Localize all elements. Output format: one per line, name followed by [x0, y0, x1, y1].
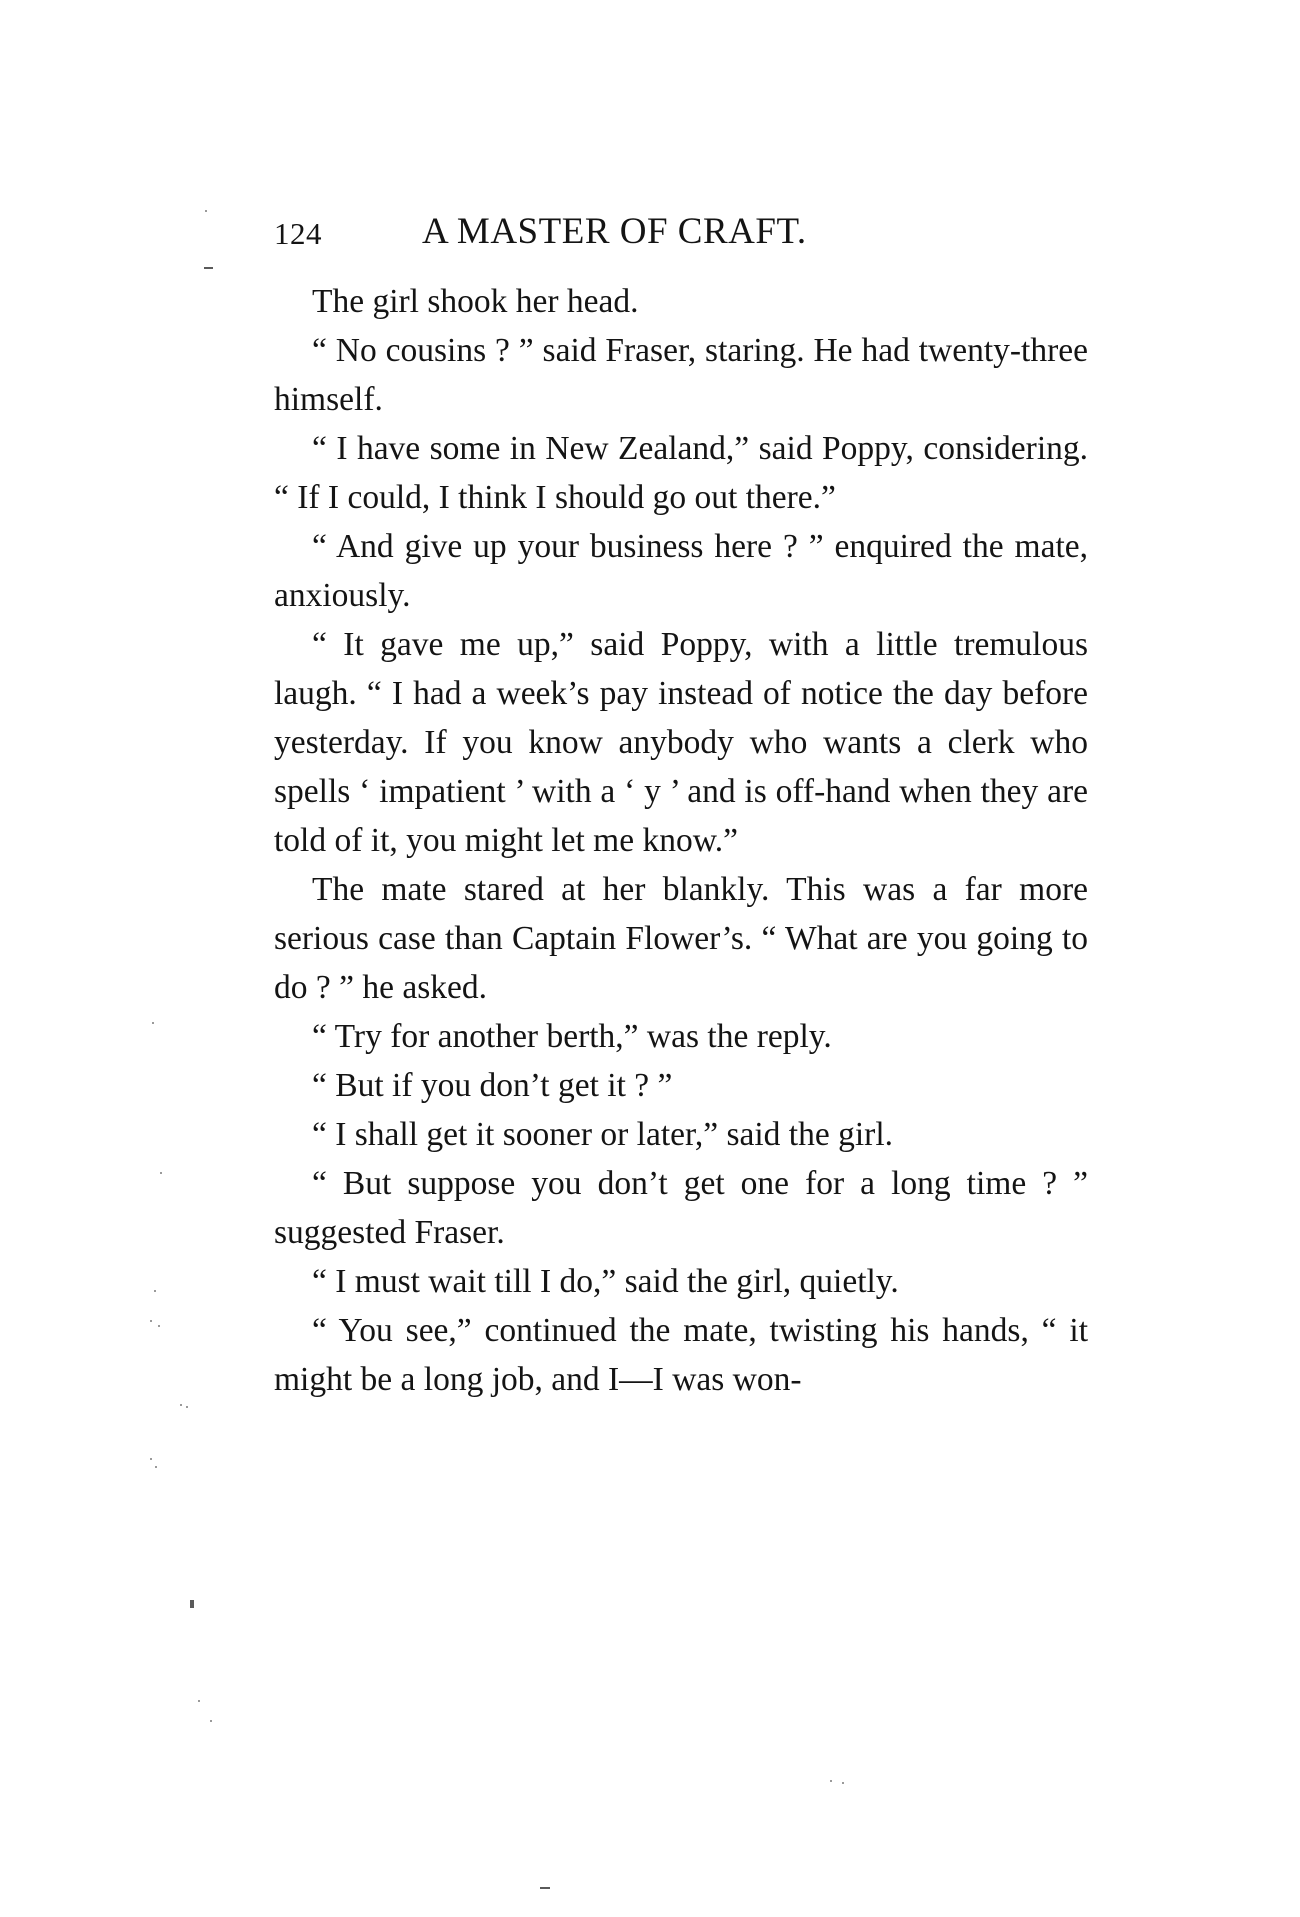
scan-speck: [180, 1404, 182, 1406]
scan-speck: [830, 1780, 832, 1782]
paragraph: The girl shook her head.: [312, 283, 639, 320]
scan-speck: [198, 1700, 200, 1702]
running-header: [274, 207, 1094, 257]
paragraph: “ I have some in New Zealand,” said Poppy, considering. “ If I could, I think I should go out there.”: [274, 430, 1088, 516]
scan-mark: [204, 267, 213, 269]
scan-speck: [154, 1290, 156, 1292]
scan-speck: [150, 1458, 152, 1460]
scan-speck: [150, 1320, 152, 1322]
scan-speck: [205, 210, 207, 212]
scan-speck: [842, 1782, 844, 1784]
scan-speck: [158, 1325, 160, 1327]
paragraph: “ You see,” continued the mate, twisting his hands, “ it might be a long job, and I—I was won-: [274, 1312, 1088, 1398]
scan-speck: [152, 1022, 154, 1024]
scan-speck: [186, 1406, 188, 1408]
paragraph: “ But if you don’t get it ? ”: [312, 1067, 673, 1104]
paragraph: “ And give up your business here ? ” enquired the mate, anxiously.: [274, 528, 1088, 614]
body-text: [274, 277, 1088, 1404]
paragraph: The mate stared at her blankly. This was a far more serious case than Captain Flower’s. “ What are you going to do ? ” he asked.: [274, 871, 1088, 1006]
paragraph: “ It gave me up,” said Poppy, with a little tremulous laugh. “ I had a week’s pay instead of notice the day before yesterday. If you know anybody who wants a clerk who spells ‘ impatient ’ with a ‘ y ’ and is off-hand when they are told of it, you might let me know.”: [274, 626, 1088, 859]
page-number: 124: [274, 216, 322, 251]
paragraph: “ No cousins ? ” said Fraser, staring. He had twenty-three himself.: [274, 332, 1088, 418]
paragraph: “ I shall get it sooner or later,” said the girl.: [312, 1116, 893, 1153]
paragraph: “ But suppose you don’t get one for a long time ? ” suggested Fraser.: [274, 1165, 1088, 1251]
scan-mark: [540, 1887, 550, 1889]
paragraph: “ Try for another berth,” was the reply.: [312, 1018, 832, 1055]
paragraph: “ I must wait till I do,” said the girl, quietly.: [312, 1263, 899, 1300]
running-title: A MASTER OF CRAFT.: [422, 211, 807, 252]
scan-mark: [190, 1600, 194, 1608]
scan-speck: [160, 1172, 162, 1174]
scan-speck: [155, 1466, 157, 1468]
scan-speck: [210, 1720, 212, 1722]
